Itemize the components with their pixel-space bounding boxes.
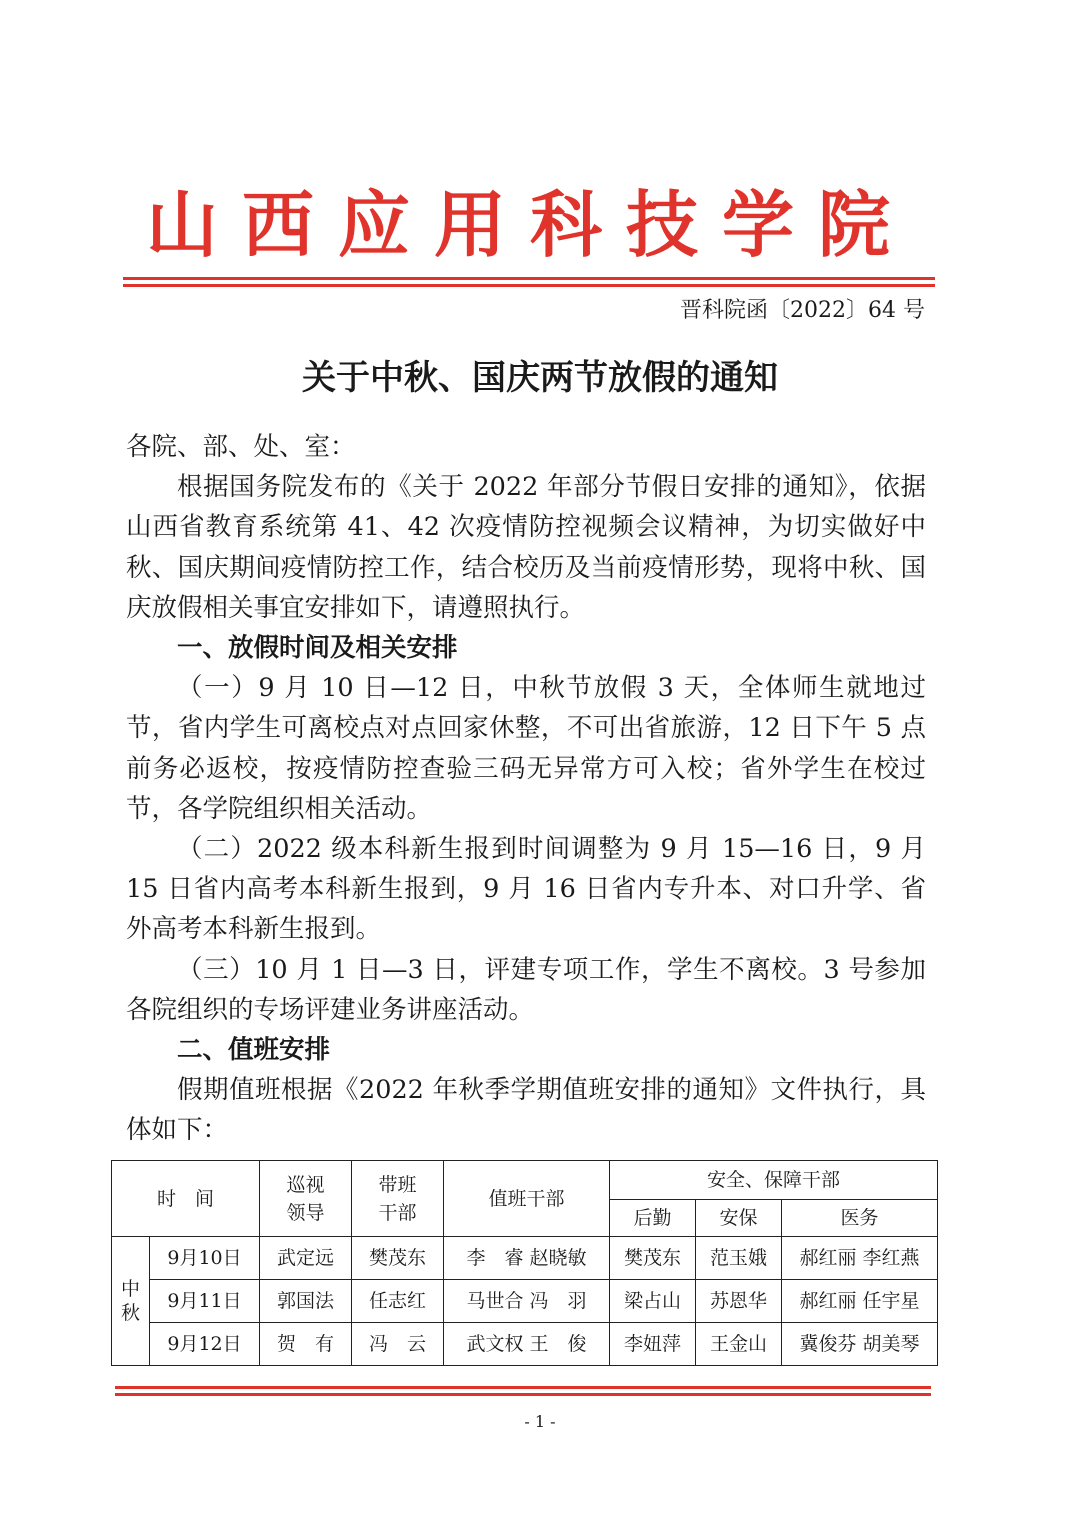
document-body xyxy=(126,427,926,1151)
cell-duty: 马世合 冯 羽 xyxy=(444,1280,610,1323)
group-label-text: 中秋 xyxy=(121,1277,141,1324)
cell-lead: 任志红 xyxy=(352,1280,444,1323)
header-inspect-line2: 领导 xyxy=(286,1201,325,1224)
duty-table xyxy=(111,1160,938,1366)
header-lead-line2: 干部 xyxy=(378,1201,417,1224)
cell-duty: 武文权 王 俊 xyxy=(444,1323,610,1366)
paragraph-item-3: （三）10 月 1 日—3 日，评建专项工作，学生不离校。3 号参加各院组织的专场评建业务讲座活动。 xyxy=(126,954,926,1025)
cell-medical: 冀俊芬 胡美琴 xyxy=(782,1323,938,1366)
footer-red-rule-top xyxy=(115,1386,931,1389)
header-security: 安保 xyxy=(696,1200,782,1237)
group-label-midautumn xyxy=(112,1237,150,1366)
cell-inspect: 贺 有 xyxy=(260,1323,352,1366)
duty-intro-paragraph: 假期值班根据《2022 年秋季学期值班安排的通知》文件执行，具体如下： xyxy=(126,1075,926,1146)
table-row xyxy=(112,1323,938,1366)
table-row xyxy=(112,1237,938,1280)
cell-medical: 郝红丽 李红燕 xyxy=(782,1237,938,1280)
header-inspect-line1: 巡视 xyxy=(286,1173,325,1196)
section-heading-holiday: 一、放假时间及相关安排 xyxy=(177,633,458,664)
header-duty-cadre: 值班干部 xyxy=(444,1161,610,1237)
cell-date: 9月12日 xyxy=(150,1323,260,1366)
header-red-rule-bottom xyxy=(123,284,935,287)
section-heading-duty: 二、值班安排 xyxy=(177,1035,331,1066)
footer-red-rule-bottom xyxy=(115,1393,931,1396)
document-title: 关于中秋、国庆两节放假的通知 xyxy=(302,358,778,398)
cell-duty: 李 睿 赵晓敏 xyxy=(444,1237,610,1280)
header-logistics: 后勤 xyxy=(610,1200,696,1237)
cell-logistics: 樊茂东 xyxy=(610,1237,696,1280)
header-lead-line1: 带班 xyxy=(378,1173,417,1196)
cell-security: 王金山 xyxy=(696,1323,782,1366)
table-header-row xyxy=(112,1161,938,1200)
cell-logistics: 李妞萍 xyxy=(610,1323,696,1366)
cell-security: 范玉娥 xyxy=(696,1237,782,1280)
table-row xyxy=(112,1280,938,1323)
header-medical: 医务 xyxy=(782,1200,938,1237)
salutation: 各院、部、处、室： xyxy=(126,432,356,462)
intro-paragraph: 根据国务院发布的《关于 2022 年部分节假日安排的通知》，依据山西省教育系统第 41、42 次疫情防控视频会议精神，为切实做好中秋、国庆期间疫情防控工作，结合校历及当前疫情形势，现将中秋、国庆放假相关事宜安排如下，请遵照执行。 xyxy=(126,472,926,623)
cell-lead: 冯 云 xyxy=(352,1323,444,1366)
header-time: 时 间 xyxy=(112,1161,260,1237)
cell-date: 9月11日 xyxy=(150,1280,260,1323)
cell-inspect: 郭国法 xyxy=(260,1280,352,1323)
cell-logistics: 梁占山 xyxy=(610,1280,696,1323)
cell-medical: 郝红丽 任宇星 xyxy=(782,1280,938,1323)
page-number: - 1 - xyxy=(524,1412,556,1431)
cell-date: 9月10日 xyxy=(150,1237,260,1280)
paragraph-item-1: （一）9 月 10 日—12 日，中秋节放假 3 天，全体师生就地过节，省内学生可离校点对点回家休整，不可出省旅游，12 日下午 5 点前务必返校，按疫情防控查验三码无异常方可入校；省外学生在校过节，各学院组织相关活动。 xyxy=(126,673,926,824)
cell-security: 苏恩华 xyxy=(696,1280,782,1323)
cell-inspect: 武定远 xyxy=(260,1237,352,1280)
header-safety-group: 安全、保障干部 xyxy=(610,1161,938,1200)
header-red-rule-top xyxy=(123,277,935,280)
header-inspect-leader xyxy=(260,1161,352,1237)
document-number: 晋科院函〔2022〕64 号 xyxy=(680,298,925,323)
cell-lead: 樊茂东 xyxy=(352,1237,444,1280)
institution-masthead: 山西应用科技学院 xyxy=(145,182,914,267)
paragraph-item-2: （二）2022 级本科新生报到时间调整为 9 月 15—16 日，9 月 15 日省内高考本科新生报到，9 月 16 日省内专升本、对口升学、省外高考本科新生报到。 xyxy=(126,834,926,945)
header-lead-cadre xyxy=(352,1161,444,1237)
